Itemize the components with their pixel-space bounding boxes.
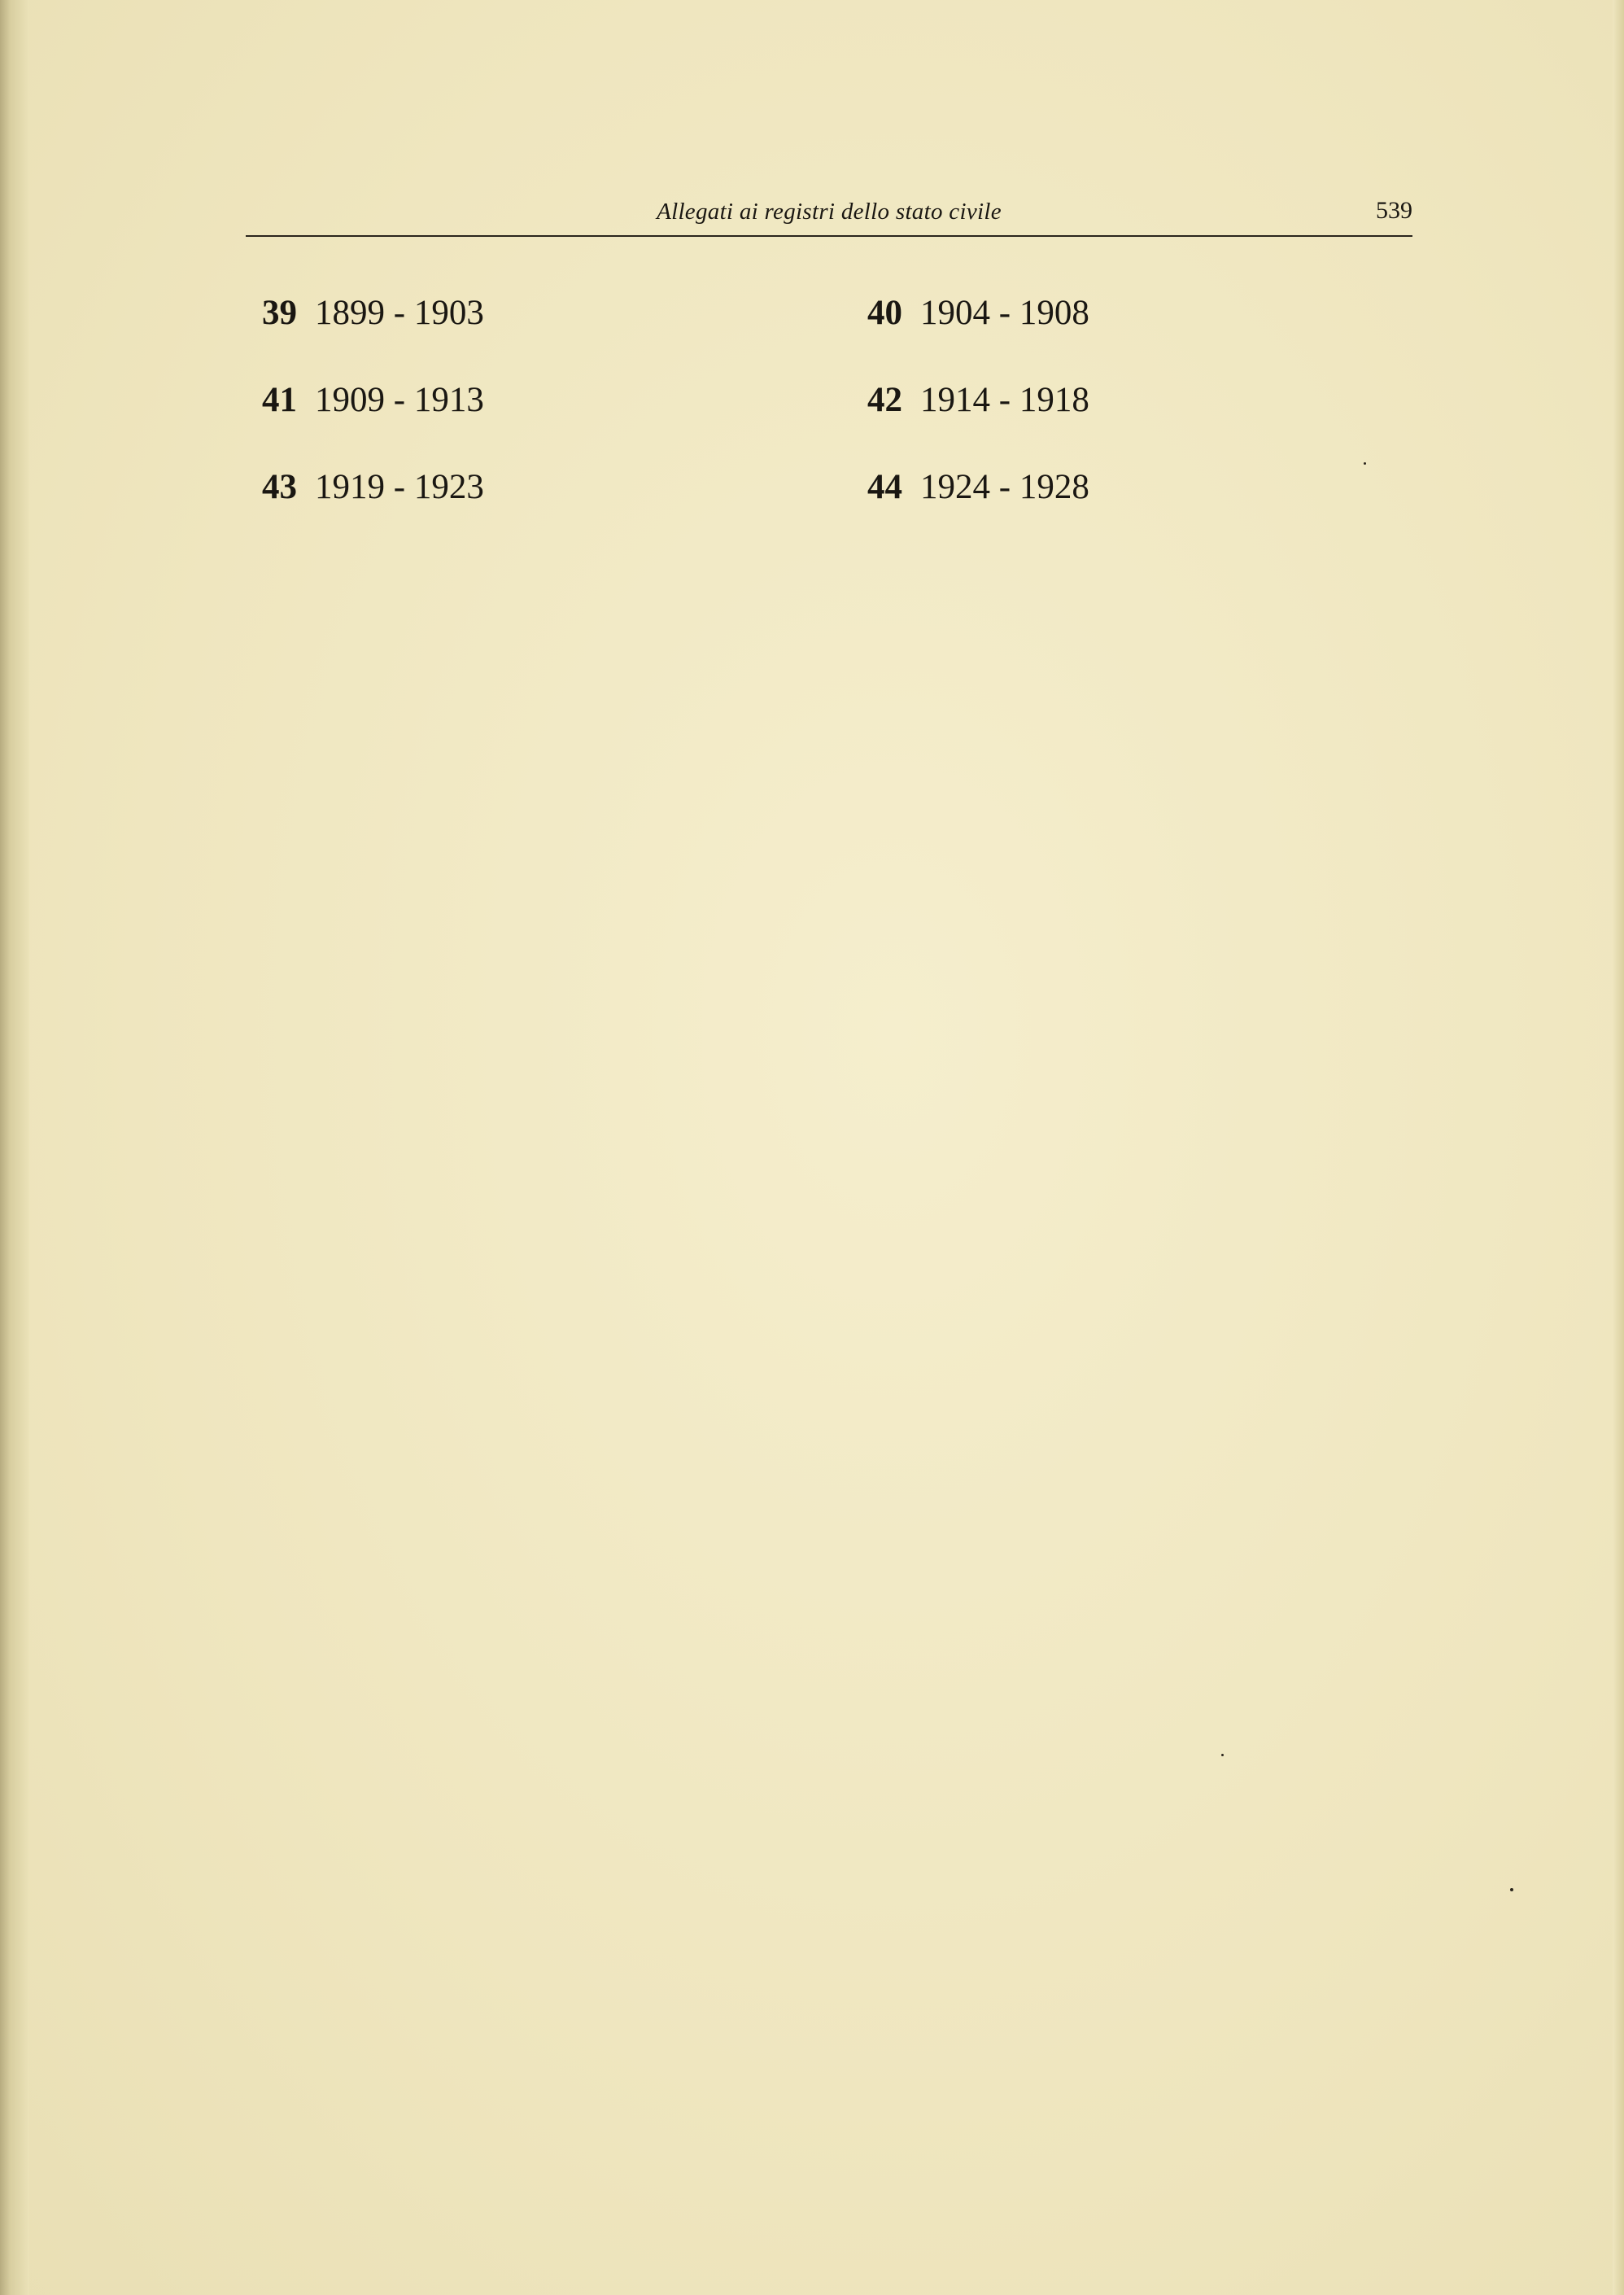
entry-number: 43 <box>262 468 297 506</box>
entry-40 <box>867 293 1089 334</box>
entry-42 <box>867 380 1089 421</box>
entry-43 <box>262 467 484 508</box>
entry-number: 40 <box>867 294 902 332</box>
entry-year-range: 1919 - 1923 <box>315 468 484 506</box>
page-binding-edge <box>0 0 29 2295</box>
paper-speck <box>1364 462 1366 465</box>
entry-44 <box>867 467 1089 508</box>
entry-41 <box>262 380 484 421</box>
running-header-title: Allegati ai registri dello stato civile <box>657 199 1002 225</box>
page-right-edge <box>1613 0 1624 2295</box>
entry-year-range: 1914 - 1918 <box>920 381 1089 419</box>
running-header <box>246 194 1412 234</box>
paper-speck <box>1221 1754 1224 1756</box>
entry-39 <box>262 293 484 334</box>
entry-year-range: 1899 - 1903 <box>315 294 484 332</box>
entry-number: 39 <box>262 294 297 332</box>
entry-number: 44 <box>867 468 902 506</box>
page-number: 539 <box>1376 197 1412 224</box>
header-rule <box>246 235 1412 237</box>
entry-year-range: 1909 - 1913 <box>315 381 484 419</box>
entry-year-range: 1924 - 1928 <box>920 468 1089 506</box>
entry-year-range: 1904 - 1908 <box>920 294 1089 332</box>
entry-number: 42 <box>867 381 902 419</box>
entry-number: 41 <box>262 381 297 419</box>
paper-speck <box>1510 1888 1513 1891</box>
